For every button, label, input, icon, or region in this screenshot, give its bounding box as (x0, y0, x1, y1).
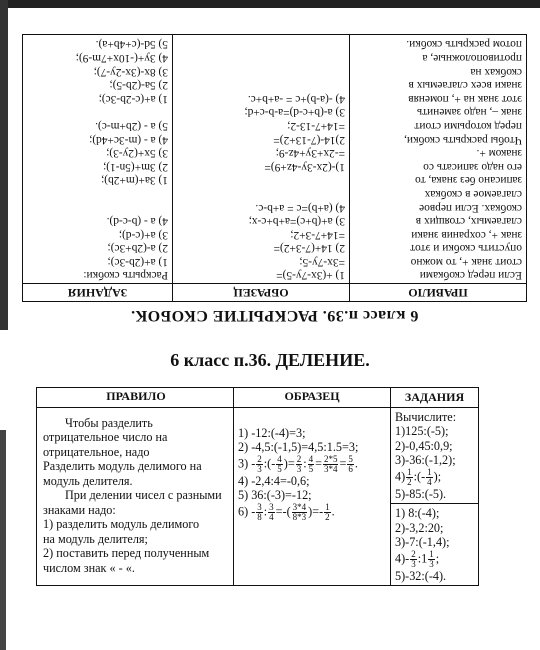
rule-line: этот знак на +, поменяв (408, 92, 522, 105)
tasks-cell (391, 407, 479, 586)
rule-line: При делении чисел с разными (65, 488, 222, 502)
task-1: 1)125:(-5); (395, 424, 449, 438)
fraction: $\frac{2}{3}$ (296, 453, 302, 474)
rule-line: отрицательное, надо (43, 444, 150, 459)
task-line: 3) a+(c-d); (118, 228, 168, 241)
rule-line: знак +, сохранив знаки (411, 228, 522, 241)
rule-line: слагаемых, стоящих в (415, 215, 522, 228)
example-line: 4) -(a-b)+c = -a+b+c. (247, 92, 345, 105)
fraction: $\frac{4}{5}$ (308, 453, 314, 474)
task-line: 4) a - (b-c-d). (106, 215, 168, 228)
task-line: 2) 5a-(2b-5); (109, 79, 168, 92)
example-line (177, 173, 345, 187)
fraction: $\frac{2*5}{3*4}$ (323, 453, 338, 474)
example-4: 4) -2,4:4=-0,6; (238, 473, 310, 488)
example-line (177, 186, 345, 200)
rule-line: знаками надо: (43, 502, 116, 517)
task-line: 3) 5x+(2y-3); (106, 147, 168, 160)
fraction: $\frac{1}{4}$ (427, 466, 432, 487)
rule-line: перед которыми стоит (414, 119, 522, 132)
division-card (36, 387, 479, 586)
upper-card-title: 6 класс п.39. РАСКРЫТИЕ СКОБОК. (130, 307, 419, 324)
example-line: =-2x+3y+4z-9; (275, 147, 345, 160)
task-line: 5) 5d-(c+4b+a). (95, 38, 168, 51)
rule-line: Чтобы раскрыть скобки, (404, 133, 522, 146)
task-b4: 4)- $\frac{2}{3}$ :1 $\frac{1}{3}$ ; (395, 548, 440, 569)
fraction: $\frac{2}{3}$ (411, 548, 416, 569)
example-3-prefix: 3) - (238, 455, 256, 470)
upper-rule-cell (350, 34, 527, 284)
task-line: 1) a+(c-2b-3c); (98, 92, 168, 105)
upper-example-cell (173, 34, 350, 284)
task-3: 3)-36:(-1,2); (395, 453, 456, 467)
fraction: $\frac{1}{3}$ (429, 548, 434, 569)
task-5: 5)-85:(-5). (395, 486, 447, 501)
rule-line: его надо записать со (423, 160, 522, 173)
task-4-prefix: 4) (395, 468, 406, 483)
example-line: 1) +(3x-7y-5)= (276, 269, 345, 282)
upper-header-tasks: ЗАДАНИЯ (23, 284, 173, 302)
task-line: 1) a+(2b-3c); (107, 255, 168, 268)
rule-line: противоположные, а (422, 52, 522, 64)
rule-line: Разделить модуль делимого на (43, 459, 202, 473)
example-1: 1) -12:(-4)=3; (238, 425, 306, 440)
example-line: =14+7-13-2; (287, 119, 345, 132)
example-6: 6) - $\frac{3}{8}$ : $\frac{3}{4}$ =-( $\frac{3*4}{8*3}$ )=- $\frac{1}{2}$ . (238, 501, 335, 522)
task-b1: 1) 8:(-4); (395, 506, 440, 520)
fraction: $\frac{5}{6}$ (348, 453, 353, 474)
rule-line: записано без знака, то (415, 174, 522, 187)
rule-line: потом раскрыть скобки. (406, 38, 522, 51)
fraction: $\frac{3}{4}$ (269, 501, 274, 522)
task-line (27, 105, 168, 119)
example-line: 4) (a+b)=c = a+b-c. (255, 201, 345, 214)
example-line: =14+7-3+2; (290, 228, 345, 241)
division-table (36, 387, 479, 586)
rule-line: Чтобы разделить (65, 415, 153, 430)
lower-card-title: 6 класс п.36. ДЕЛЕНИЕ. (170, 350, 370, 370)
example-line: =3x-7y-5; (299, 255, 345, 268)
task-line: 2) a-(2b+3c); (107, 242, 168, 255)
task-b4-prefix: 4)- (395, 550, 410, 565)
task-line: 5) a - (2b+m-c). (95, 119, 168, 132)
example-2: 2) -4,5:(-1,5)=4,5:1.5=3; (238, 440, 359, 454)
header-example: ОБРАЗЕЦ (234, 388, 391, 408)
example-6-tail: =- (312, 503, 324, 518)
rule-line: скобках. Если первое (419, 201, 522, 214)
task-4: 4) $\frac{1}{2}$ :(- $\frac{1}{4}$ ); (395, 466, 442, 487)
rule-line: модуль делителя. (43, 473, 133, 488)
fraction: $\frac{3*4}{8*3}$ (292, 501, 307, 522)
task-line: 4) 3y+(-10x+7m-9); (75, 52, 168, 64)
example-line: 1)-(2x-3y-4z+9)= (264, 160, 345, 173)
rule-line: слагаемое в скобках (424, 187, 522, 200)
task-line (27, 186, 168, 200)
example-cell (234, 407, 391, 586)
header-tasks: ЗАДАНИЯ (391, 388, 479, 408)
tasks-divider (391, 503, 478, 504)
task-b5: 5)-32:(-4). (395, 568, 447, 583)
rule-line: 1) разделить модуль делимого (43, 517, 200, 531)
task-line (27, 200, 168, 214)
scan-edge-left-lower (0, 430, 6, 650)
upper-task-cell (23, 34, 173, 284)
fraction: $\frac{1}{2}$ (325, 501, 330, 522)
fraction: $\frac{3}{8}$ (257, 501, 262, 522)
rule-line: скобках на (470, 65, 522, 78)
rule-line: на модуль делителя; (43, 531, 148, 546)
fraction: $\frac{2}{3}$ (257, 453, 262, 474)
task-line: 2) 3m+(5n-1); (103, 160, 168, 173)
task-line: 1) 3a+(m+2b); (101, 174, 168, 187)
example-line: 2) 14+(7-3+2)= (273, 242, 345, 255)
header-rule: ПРАВИЛО (37, 388, 234, 408)
upper-card-table (22, 34, 527, 302)
rule-line: числом знак « - «. (43, 560, 135, 575)
task-line: 3) 8x-(3x-2y-7); (93, 65, 168, 78)
upside-down-card (22, 6, 527, 328)
fraction: $\frac{4}{5}$ (277, 453, 282, 474)
rule-line: Если перед скобками (419, 269, 522, 282)
rule-line: опустить скобки и этот (410, 242, 522, 255)
example-5: 5) 36:(-3)=-12; (238, 488, 312, 502)
rule-line: знак –, надо заменить (416, 106, 522, 119)
example-line: 3) a-(b+c-d)=a-b-c+d; (244, 106, 345, 119)
rule-cell (37, 407, 234, 586)
upper-header-rule: ПРАВИЛО (350, 284, 527, 302)
rule-line: отрицательное число на (43, 430, 168, 444)
example-3: 3) - $\frac{2}{3}$ :(- $\frac{4}{5}$ )= $\frac{2}{3}$ : $\frac{4}{5}$ = $\frac{2*5}{3*4}$ = $\frac{5}{6}$ . (238, 453, 358, 474)
rule-line: 2) поставить перед полученным (43, 546, 210, 560)
task-b3: 3)-7:(-1,4); (395, 535, 450, 549)
example-line: 3) a+(b+c)=a+b+c-x; (248, 215, 345, 228)
rule-line: стоит знак +, то можно (410, 255, 522, 268)
task-line: 4) a - (m-3c+4d); (89, 133, 168, 146)
task-line: Раскрыть скобки: (83, 269, 168, 282)
example-6-prefix: 6) - (238, 503, 256, 518)
tasks-heading: Вычислите: (395, 409, 457, 424)
scan-edge-left (0, 0, 8, 330)
example-line: 2)14-(7-13+2)= (273, 133, 345, 146)
upper-header-example: ОБРАЗЕЦ (173, 284, 350, 302)
task-2: 2)-0,45:0,9; (395, 438, 453, 453)
fraction: $\frac{1}{2}$ (407, 466, 412, 487)
rule-line: знаком +. (476, 147, 522, 160)
task-b2: 2)-3,2:20; (395, 520, 444, 535)
rule-line: знаки всех слагаемых в (408, 79, 522, 92)
